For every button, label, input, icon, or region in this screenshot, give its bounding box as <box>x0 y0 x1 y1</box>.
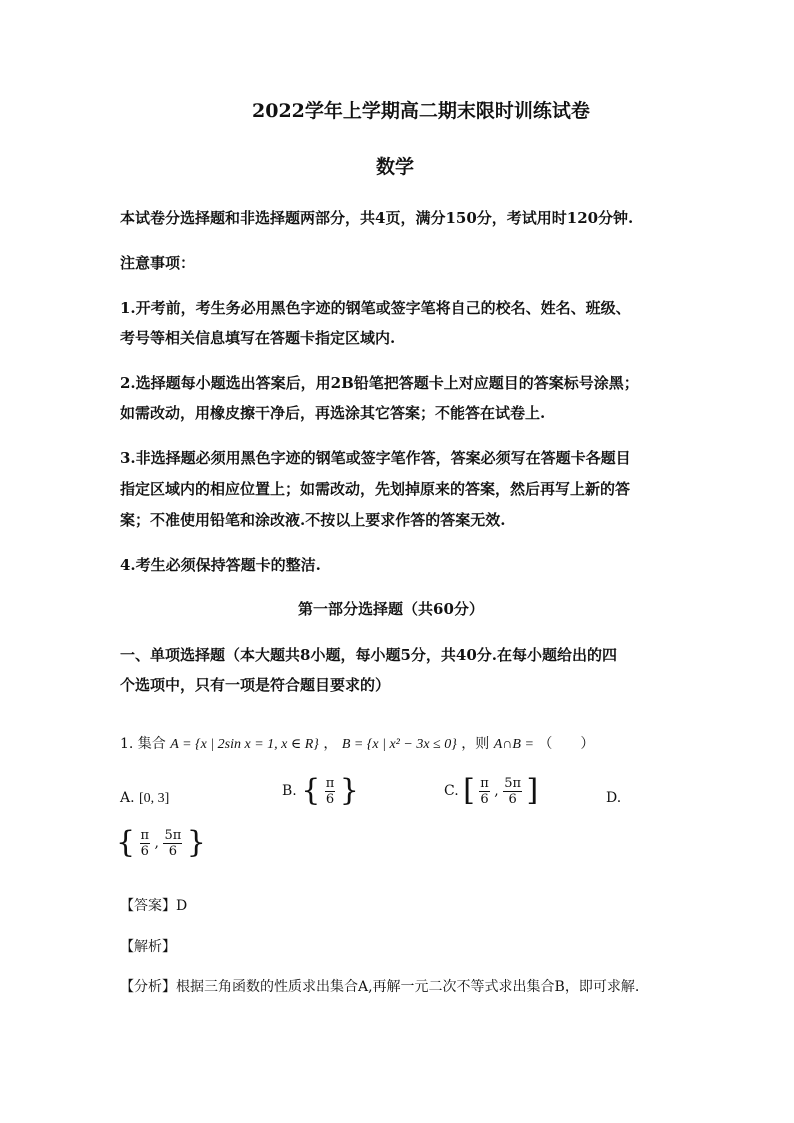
option-d-value <box>116 825 206 860</box>
option-d-numerator-1: π <box>140 827 150 843</box>
option-c-right-bracket: ] <box>526 773 539 808</box>
option-c-denominator-2: 6 <box>508 791 517 807</box>
question-1-comma: ， <box>323 736 338 752</box>
option-d-label: D. <box>606 790 622 806</box>
question-1-prefix: 1. 集合 <box>120 736 166 752</box>
analysis-heading: 【解析】 <box>120 939 176 955</box>
notice-item-1-line-1: 1.开考前，考生务必用黑色字迹的钢笔或签字笔将自己的校名、姓名、班级、 <box>120 299 631 317</box>
answer-line: 【答案】D <box>120 898 188 914</box>
option-a-label: A. <box>120 790 135 806</box>
section-heading-line-1: 一、单项选择题（本大题共8小题，每小题5分，共40分.在每小题给出的四 <box>120 646 617 664</box>
option-c-left-bracket: [ <box>463 773 475 808</box>
option-b-label: B. <box>282 783 297 799</box>
intro-text: 本试卷分选择题和非选择题两部分，共4页，满分150分，考试用时120分钟. <box>120 209 634 227</box>
notice-item-3-line-3: 案；不准使用铅笔和涂改液.不按以上要求作答的答案无效. <box>120 511 506 529</box>
option-d-comma: , <box>154 835 159 851</box>
option-c-fraction-1 <box>479 777 490 806</box>
notice-item-2-line-1: 2.选择题每小题选出答案后，用2B铅笔把答题卡上对应题目的答案标号涂黑； <box>120 374 639 392</box>
question-1-suffix: ，则 <box>461 736 490 752</box>
option-d-fraction-2 <box>163 829 182 858</box>
option-d[interactable] <box>606 790 621 806</box>
option-d-denominator-1: 6 <box>140 843 149 859</box>
part-1-heading: 第一部分选择题（共60分） <box>298 600 484 618</box>
option-b-numerator: π <box>325 775 335 791</box>
option-d-right-brace: } <box>186 825 206 860</box>
notice-heading: 注意事项： <box>120 254 196 272</box>
option-d-denominator-2: 6 <box>168 843 177 859</box>
option-c-comma: , <box>494 783 499 799</box>
option-d-fraction-1 <box>140 829 151 858</box>
notice-item-2-line-2: 如需改动，用橡皮擦干净后，再选涂其它答案；不能答在试卷上. <box>120 404 546 422</box>
set-b-formula: B = {x | x² − 3x ≤ 0} <box>341 737 457 752</box>
option-c-label: C. <box>444 783 459 799</box>
option-a-value: [0, 3] <box>139 791 170 806</box>
option-c-numerator-2: 5π <box>504 775 522 791</box>
intersection-formula: A∩B = <box>493 737 534 752</box>
option-c-numerator-1: π <box>480 775 489 791</box>
option-d-left-brace: { <box>116 825 136 860</box>
exam-title: 2022学年上学期高二期末限时训练试卷 <box>252 100 590 122</box>
question-1-stem <box>120 733 594 753</box>
option-b[interactable] <box>282 773 359 808</box>
answer-blank: （ ） <box>538 736 595 752</box>
option-c[interactable] <box>444 773 539 808</box>
notice-item-1-line-2: 考号等相关信息填写在答题卡指定区域内. <box>120 329 396 347</box>
option-b-denominator: 6 <box>325 791 335 807</box>
option-a[interactable] <box>120 790 169 807</box>
analysis-text: 【分析】根据三角函数的性质求出集合A,再解一元二次不等式求出集合B，即可求解. <box>120 979 640 995</box>
notice-item-4: 4.考生必须保持答题卡的整洁. <box>120 556 321 574</box>
notice-item-3-line-2: 指定区域内的相应位置上；如需改动，先划掉原来的答案，然后再写上新的答 <box>120 480 631 498</box>
option-b-left-brace: { <box>301 773 321 808</box>
option-d-numerator-2: 5π <box>164 827 182 843</box>
subject-title: 数学 <box>376 156 415 178</box>
option-c-denominator-1: 6 <box>480 791 489 807</box>
option-b-fraction <box>325 777 336 806</box>
section-heading-line-2: 个选项中，只有一项是符合题目要求的） <box>120 676 391 694</box>
option-b-right-brace: } <box>339 773 359 808</box>
notice-item-3-line-1: 3.非选择题必须用黑色字迹的钢笔或签字笔作答，答案必须写在答题卡各题目 <box>120 449 631 467</box>
set-a-formula: A = {x | 2sin x = 1, x ∈ R} <box>170 737 319 752</box>
option-c-fraction-2 <box>503 777 522 806</box>
